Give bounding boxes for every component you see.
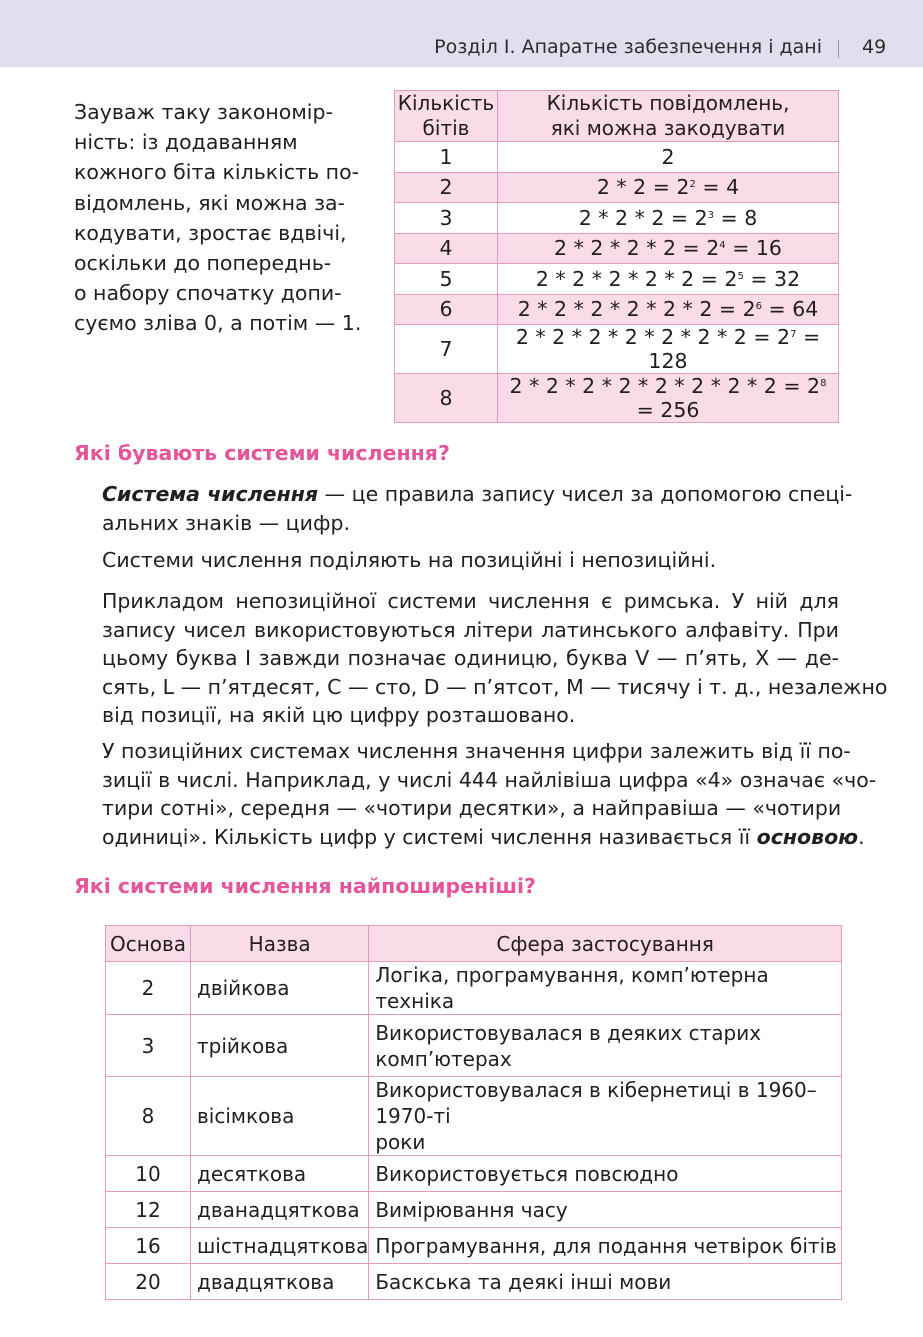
table-row [106, 1156, 842, 1192]
table-row [106, 1192, 842, 1228]
base-cell: 16 [106, 1228, 191, 1264]
paragraph-line: від позиції, на якій цю цифру розташовано. [102, 703, 576, 727]
table-row [106, 962, 842, 1015]
bits-cell: 5 [395, 264, 498, 295]
intro-line: оскільки до попереднь- [74, 251, 332, 276]
number-systems-table [105, 925, 842, 1300]
formula-cell: $2 * 2 * 2 * 2 * 2 = 2^5 = 32$ [498, 264, 839, 295]
name-cell: десяткова [191, 1156, 369, 1192]
base-cell: 20 [106, 1264, 191, 1300]
table-row [395, 264, 839, 295]
formula-cell: $2 * 2 * 2 * 2 = 2^4 = 16$ [498, 233, 839, 264]
use-cell: Вимірювання часу [369, 1192, 842, 1228]
section-heading-number-systems: Які бувають системи числення? [74, 441, 450, 465]
defined-term: Система числення [102, 482, 319, 506]
name-cell: двійкова [191, 962, 369, 1015]
use-cell: Програмування, для подання четвірок бітів [369, 1228, 842, 1264]
header-line: Кількість повідомлень, [546, 91, 790, 115]
name-cell: двадцяткова [191, 1264, 369, 1300]
intro-line: кодувати, зростає вдвічі, [74, 220, 347, 245]
header-line: які можна закодувати [550, 116, 786, 140]
column-header-name: Назва [191, 926, 369, 962]
table-row [106, 1015, 842, 1077]
column-header-messages [498, 91, 839, 142]
base-cell: 12 [106, 1192, 191, 1228]
intro-note [74, 97, 374, 339]
paragraph-line: альних знаків — цифр. [102, 510, 351, 535]
intro-line: суємо зліва 0, а потім — 1. [74, 311, 362, 336]
formula-cell: $2 * 2 * 2 * 2 * 2 * 2 = 2^6 = 64$ [498, 294, 839, 325]
header-separator [838, 40, 839, 58]
formula-cell: $2 * 2 * 2 = 2^3 = 8$ [498, 203, 839, 234]
table-row [395, 142, 839, 173]
intro-line: о набору спочатку допи- [74, 281, 342, 306]
formula-cell: $2 * 2 * 2 * 2 * 2 * 2 * 2 = 2^7 = 128$ [498, 325, 839, 374]
table-row [106, 1228, 842, 1264]
name-cell: шістнадцяткова [191, 1228, 369, 1264]
formula-cell: $2 * 2 * 2 * 2 * 2 * 2 * 2 * 2 = 2^8 = 256$ [498, 374, 839, 423]
header-line: бітів [422, 116, 470, 140]
formula-cell: $2 * 2 = 2^2 = 4$ [498, 172, 839, 203]
header-line: Кількість [397, 91, 495, 115]
positional-systems-paragraph [102, 737, 877, 851]
intro-line: Зауваж таку закономір- [74, 100, 333, 124]
table-header-row [106, 926, 842, 962]
intro-line: кожного біта кількість по- [74, 160, 360, 185]
table-row [395, 374, 839, 423]
paragraph-line: сять, L — п’ятдесят, C — сто, D — п’ятсот, M — тисячу і т. д., незалежно [102, 674, 888, 699]
page-header [0, 0, 923, 67]
paragraph-line: Прикладом непозиційної системи числення є римська. У ній для [102, 589, 839, 613]
column-header-use: Сфера застосування [369, 926, 842, 962]
roman-numerals-paragraph [102, 587, 888, 730]
use-cell: Баскська та деякі інші мови [369, 1264, 842, 1300]
paragraph-line: Система числення — це правила запису чисел за допомогою спеці- [102, 482, 853, 506]
use-cell: Використовувалася в кібернетиці в 1960–1970-ті роки [369, 1077, 842, 1156]
column-header-base: Основа [106, 926, 191, 962]
table-row [395, 172, 839, 203]
bits-cell: 1 [395, 142, 498, 173]
intro-line: ність: із додаванням [74, 130, 298, 155]
table-row [395, 203, 839, 234]
bits-messages-table [394, 90, 839, 423]
classification-paragraph [102, 546, 839, 575]
definition-paragraph [102, 480, 853, 537]
page-number: 49 [862, 36, 887, 58]
bits-cell: 8 [395, 374, 498, 423]
table-header-row [395, 91, 839, 142]
table-row [106, 1264, 842, 1300]
defined-term: основою [756, 824, 859, 849]
bits-cell: 2 [395, 172, 498, 203]
table-row [395, 325, 839, 374]
bits-cell: 6 [395, 294, 498, 325]
table-row [395, 294, 839, 325]
table-row [395, 233, 839, 264]
paragraph-line: зиції в числі. Наприклад, у числі 444 найлівіша цифра «4» означає «чо- [102, 767, 877, 792]
paragraph-line: запису чисел використовуються літери латинського алфавіту. При [102, 617, 839, 642]
bits-cell: 3 [395, 203, 498, 234]
name-cell: вісімкова [191, 1077, 369, 1156]
base-cell: 10 [106, 1156, 191, 1192]
section-title: Розділ І. Апаратне забезпечення і дані [434, 36, 822, 58]
use-cell: Використовувалася в деяких старих комп’ютерах [369, 1015, 842, 1077]
base-cell: 8 [106, 1077, 191, 1156]
paragraph-line: цьому буква I завжди позначає одиницю, буква V — п’ять, X — де- [102, 646, 839, 670]
table-row [106, 1077, 842, 1156]
bits-cell: 7 [395, 325, 498, 374]
formula-cell: 2 [498, 142, 839, 173]
name-cell: трійкова [191, 1015, 369, 1077]
name-cell: дванадцяткова [191, 1192, 369, 1228]
paragraph-line: тири сотні», середня — «чотири десятки», а найправіша — «чотири [102, 796, 842, 820]
column-header-bits [395, 91, 498, 142]
base-cell: 2 [106, 962, 191, 1015]
intro-line: відомлень, які можна за- [74, 190, 345, 215]
use-cell: Логіка, програмування, комп’ютерна техніка [369, 962, 842, 1015]
base-cell: 3 [106, 1015, 191, 1077]
paragraph-line: одиниці». Кількість цифр у системі числення називається її основою. [102, 824, 865, 849]
use-cell: Використовується повсюдно [369, 1156, 842, 1192]
paragraph-line: Системи числення поділяють на позиційні і непозиційні. [102, 548, 717, 572]
paragraph-line: У позиційних системах числення значення цифри залежить від її по- [102, 739, 851, 763]
bits-cell: 4 [395, 233, 498, 264]
section-heading-common-systems: Які системи числення найпоширеніші? [74, 874, 536, 898]
